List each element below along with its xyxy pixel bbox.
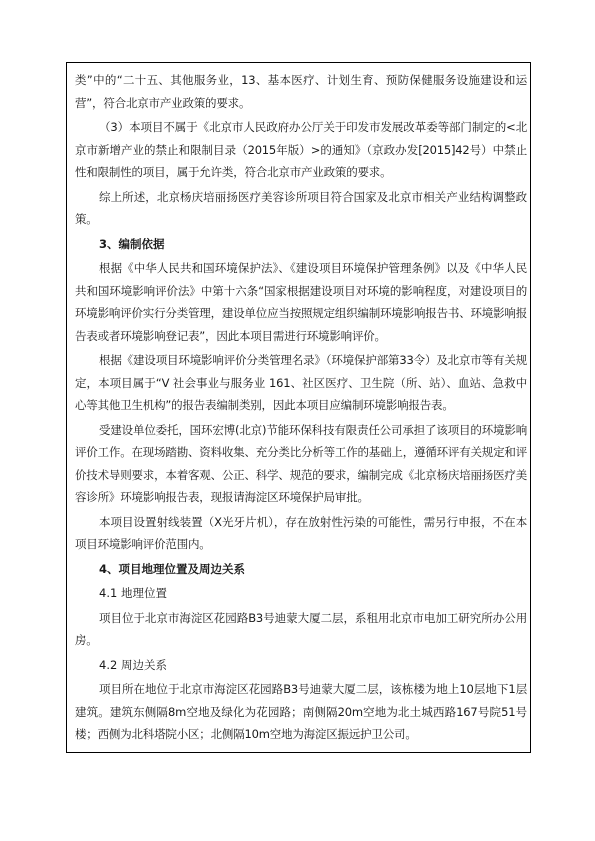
paragraph-location: 项目位于北京市海淀区花园路B3号迪蒙大厦二层，系租用北京市电加工研究所办公用房。 [75, 610, 527, 647]
paragraph-not-restricted: （3）本项目不属于《北京市人民政府办公厅关于印发市发展改革委等部门制定的<北京市新增产业的禁止和限制目录（2015年版）>的通知》（京政办发[2015]42号）中禁止性和限制性的项目，属于允许类，符合北京市产业政策的要求。 [75, 120, 527, 179]
subsection-surroundings: 4.2 周边关系 [99, 657, 167, 672]
document-frame [66, 62, 531, 753]
paragraph-commission: 受建设单位委托，国环宏博(北京)节能环保科技有限责任公司承担了该项目的环境影响评价工作。在现场踏勘、资料收集、充分类比分析等工作的基础上，遵循环评有关规定和评价技术导则要求，本着客观、公正、科学、规范的要求，编制完成《北京杨庆培丽扬医疗美容诊所》环境影响报告表，现报请海淀区环境保护局审批。 [75, 422, 527, 504]
paragraph-surroundings: 项目所在地位于北京市海淀区花园路B3号迪蒙大厦二层，该栋楼为地上10层地下1层建筑。建筑东侧隔8m空地及绿化为花园路；南侧隔20m空地为北土城西路167号院51号楼；西侧为北科塔院小区；北侧隔10m空地为海淀区振远护卫公司。 [75, 682, 527, 741]
paragraph-summary: 综上所述，北京杨庆培丽扬医疗美容诊所项目符合国家及北京市相关产业结构调整政策。 [75, 189, 527, 226]
section-heading-location: 4、项目地理位置及周边关系 [99, 561, 246, 576]
paragraph-radiation: 本项目设置射线装置（X光牙片机），存在放射性污染的可能性，需另行申报，不在本项目环境影响评价范围内。 [75, 514, 527, 551]
document-body [75, 69, 527, 748]
subsection-geographic-location: 4.1 地理位置 [99, 586, 167, 600]
section-heading-basis: 3、编制依据 [99, 236, 165, 251]
paragraph-classification: 根据《建设项目环境影响评价分类管理名录》（环境保护部第33令）及北京市等有关规定，本项目属于“V 社会事业与服务业 161、社区医疗、卫生院（所、站）、血站、急救中心等其他卫生机构”的报告表编制类别，因此本项目应编制环境影响报告表。 [75, 353, 527, 412]
paragraph-legal-basis: 根据《中华人民共和国环境保护法》、《建设项目环境保护管理条例》以及《中华人民共和国环境影响评价法》中第十六条“国家根据建设项目对环境的影响程度，对建设项目的环境影响评价实行分类管理，建设单位应当按照规定组织编制环境影响报告书、环境影响报告表或者环境影响登记表”，因此本项目需进行环境影响评价。 [75, 261, 527, 343]
paragraph-industry-category: 类”中的“二十五、其他服务业，13、基本医疗、计划生育、预防保健服务设施建设和运营”，符合北京市产业政策的要求。 [75, 73, 527, 110]
